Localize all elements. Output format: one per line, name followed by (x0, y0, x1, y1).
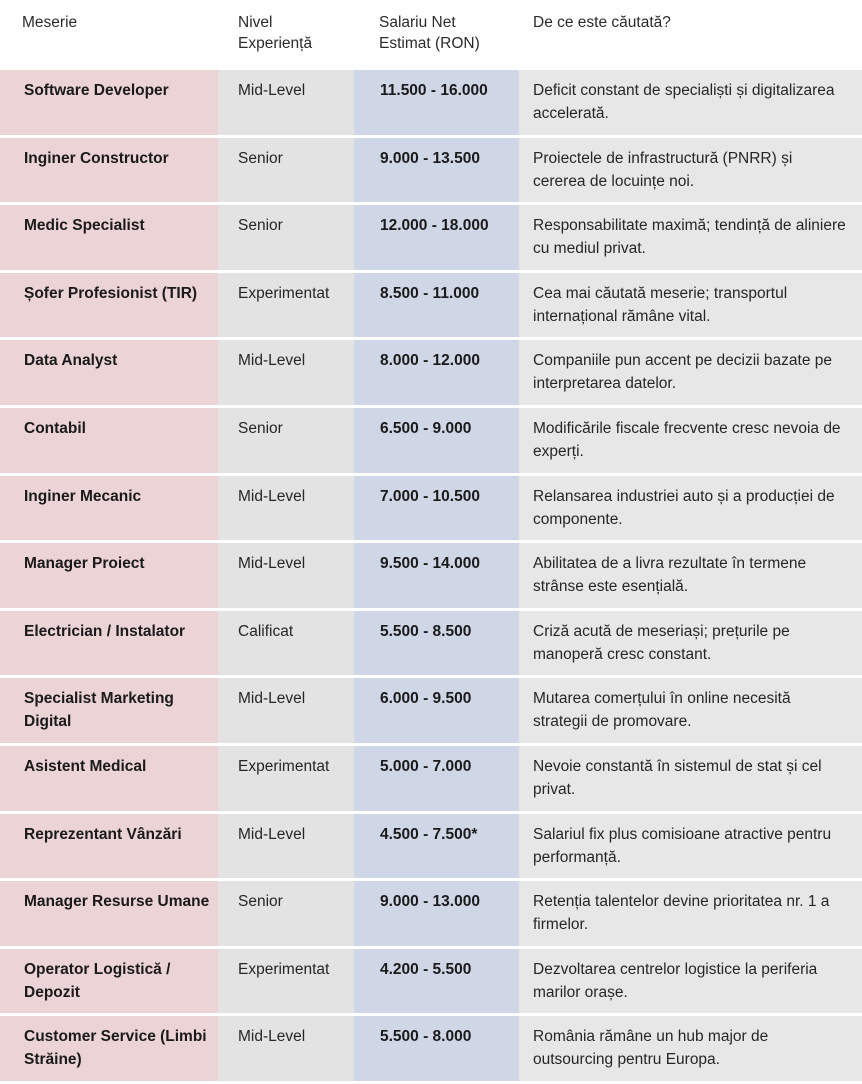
header-meserie: Meserie (0, 0, 218, 70)
cell-nivel: Experimentat (218, 949, 354, 1017)
cell-nivel: Mid-Level (218, 543, 354, 611)
cell-motiv: Modificările fiscale frecvente cresc nevoia de experți. (519, 408, 862, 476)
cell-salariu: 5.000 - 7.000 (354, 746, 519, 814)
cell-motiv: Relansarea industriei auto și a producției de componente. (519, 476, 862, 544)
cell-salariu: 5.500 - 8.500 (354, 611, 519, 679)
cell-nivel: Calificat (218, 611, 354, 679)
cell-motiv: Proiectele de infrastructură (PNRR) și cererea de locuințe noi. (519, 138, 862, 206)
header-nivel: Nivel Experiență (218, 0, 354, 70)
cell-motiv: Cea mai căutată meserie; transportul internațional rămâne vital. (519, 273, 862, 341)
cell-meserie: Data Analyst (0, 340, 218, 408)
cell-nivel: Mid-Level (218, 70, 354, 138)
cell-salariu: 5.500 - 8.000 (354, 1016, 519, 1084)
cell-motiv: Retenția talentelor devine prioritatea nr. 1 a firmelor. (519, 881, 862, 949)
cell-meserie: Șofer Profesionist (TIR) (0, 273, 218, 341)
cell-nivel: Mid-Level (218, 678, 354, 746)
cell-nivel: Senior (218, 408, 354, 476)
cell-motiv: Salariul fix plus comisioane atractive pentru performanță. (519, 814, 862, 882)
cell-motiv: România rămâne un hub major de outsourcing pentru Europa. (519, 1016, 862, 1084)
cell-salariu: 4.500 - 7.500* (354, 814, 519, 882)
cell-meserie: Specialist Marketing Digital (0, 678, 218, 746)
cell-meserie: Operator Logistică / Depozit (0, 949, 218, 1017)
cell-meserie: Asistent Medical (0, 746, 218, 814)
cell-meserie: Contabil (0, 408, 218, 476)
cell-salariu: 7.000 - 10.500 (354, 476, 519, 544)
cell-nivel: Mid-Level (218, 340, 354, 408)
cell-nivel: Experimentat (218, 273, 354, 341)
cell-motiv: Deficit constant de specialiști și digitalizarea accelerată. (519, 70, 862, 138)
cell-salariu: 8.000 - 12.000 (354, 340, 519, 408)
cell-motiv: Mutarea comerțului în online necesită strategii de promovare. (519, 678, 862, 746)
cell-salariu: 9.000 - 13.500 (354, 138, 519, 206)
cell-salariu: 4.200 - 5.500 (354, 949, 519, 1017)
cell-meserie: Medic Specialist (0, 205, 218, 273)
cell-salariu: 8.500 - 11.000 (354, 273, 519, 341)
header-salariu: Salariu Net Estimat (RON) (354, 0, 519, 70)
cell-motiv: Abilitatea de a livra rezultate în termene strânse este esențială. (519, 543, 862, 611)
cell-motiv: Dezvoltarea centrelor logistice la periferia marilor orașe. (519, 949, 862, 1017)
cell-meserie: Inginer Constructor (0, 138, 218, 206)
cell-meserie: Manager Resurse Umane (0, 881, 218, 949)
cell-motiv: Responsabilitate maximă; tendință de aliniere cu mediul privat. (519, 205, 862, 273)
cell-salariu: 9.000 - 13.000 (354, 881, 519, 949)
cell-nivel: Experimentat (218, 746, 354, 814)
cell-salariu: 6.500 - 9.000 (354, 408, 519, 476)
cell-motiv: Nevoie constantă în sistemul de stat și cel privat. (519, 746, 862, 814)
cell-salariu: 9.500 - 14.000 (354, 543, 519, 611)
cell-motiv: Criză acută de meseriași; prețurile pe manoperă cresc constant. (519, 611, 862, 679)
cell-nivel: Mid-Level (218, 476, 354, 544)
cell-meserie: Electrician / Instalator (0, 611, 218, 679)
cell-nivel: Senior (218, 138, 354, 206)
cell-nivel: Senior (218, 881, 354, 949)
cell-nivel: Mid-Level (218, 814, 354, 882)
cell-nivel: Senior (218, 205, 354, 273)
cell-motiv: Companiile pun accent pe decizii bazate pe interpretarea datelor. (519, 340, 862, 408)
cell-meserie: Manager Proiect (0, 543, 218, 611)
cell-meserie: Software Developer (0, 70, 218, 138)
cell-salariu: 6.000 - 9.500 (354, 678, 519, 746)
header-motiv: De ce este căutată? (519, 0, 862, 70)
cell-nivel: Mid-Level (218, 1016, 354, 1084)
cell-meserie: Reprezentant Vânzări (0, 814, 218, 882)
cell-meserie: Inginer Mecanic (0, 476, 218, 544)
cell-salariu: 12.000 - 18.000 (354, 205, 519, 273)
cell-salariu: 11.500 - 16.000 (354, 70, 519, 138)
cell-meserie: Customer Service (Limbi Străine) (0, 1016, 218, 1084)
